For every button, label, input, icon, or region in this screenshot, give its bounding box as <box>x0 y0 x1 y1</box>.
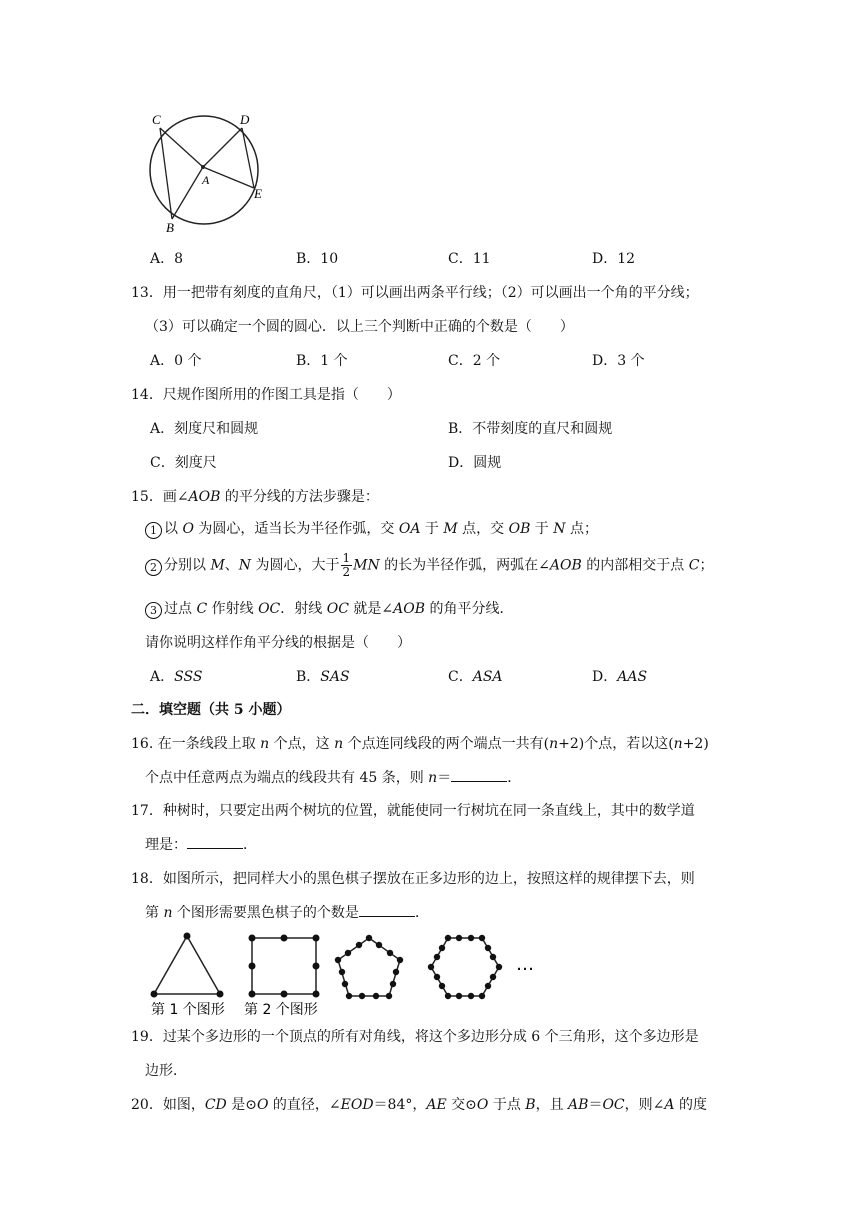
q13-stem-line1: 13．用一把带有刻度的直角尺，（1）可以画出两条平行线；（2）可以画出一个角的平分线； <box>131 285 699 301</box>
q19-line1: 19．过某个多边形的一个顶点的所有对角线，将这个多边形分成 6 个三角形，这个多边形是 <box>131 1029 699 1045</box>
q15-question: 请你说明这样作角平分线的根据是（ ） <box>145 635 411 651</box>
segment-AE <box>203 167 254 188</box>
q15-option-d[interactable]: D．AAS <box>592 669 648 685</box>
q14-option-a[interactable]: A．刻度尺和圆规 <box>150 421 259 437</box>
q12-option-a[interactable]: A．8 <box>150 251 184 267</box>
q14-option-b[interactable]: B．不带刻度的直尺和圆规 <box>448 421 613 437</box>
q15-step-3: 3 过点 C 作射线 OC．射线 OC 就是∠AOB 的角平分线． <box>145 598 513 619</box>
segment-AB <box>172 167 203 219</box>
label-C: C <box>152 112 161 127</box>
q15-option-b[interactable]: B．SAS <box>296 669 350 685</box>
q17-line1: 17．种树时，只要定出两个树坑的位置，就能使同一行树坑在同一条直线上，其中的数学道 <box>131 803 695 819</box>
step-number-3: 3 <box>145 602 162 619</box>
q18-polygon-figure <box>148 928 538 1018</box>
pentagon-shape <box>338 938 400 996</box>
label-E: E <box>254 186 262 201</box>
q18-line2: 第 n 个图形需要黑色棋子的个数是 ． <box>145 905 429 921</box>
circle-outline <box>150 116 258 224</box>
triangle-shape <box>154 936 220 994</box>
q15-stem: 15．画∠AOB 的平分线的方法步骤是： <box>131 489 379 505</box>
triangle-vertex <box>184 933 191 940</box>
q18-answer-blank[interactable] <box>359 904 415 917</box>
square-pieces <box>249 935 320 998</box>
q12-option-d[interactable]: D．12 <box>592 251 636 267</box>
q14-option-d[interactable]: D．圆规 <box>448 455 502 471</box>
triangle-vertex <box>217 991 224 998</box>
q16-line1: 16. 在一条线段上取 n 个点，这 n 个点连同线段的两个端点一共有(n+2)个点，若以这(n+2) <box>131 736 709 752</box>
q13-option-b[interactable]: B．1 个 <box>296 353 348 369</box>
q15-option-c[interactable]: C．ASA <box>448 669 503 685</box>
segment-CB <box>160 128 172 219</box>
q19-line2: 边形． <box>145 1063 187 1079</box>
pentagon-pieces <box>335 935 403 999</box>
triangle-vertex <box>151 991 158 998</box>
q16-answer-blank[interactable] <box>451 769 507 782</box>
segment-AD <box>203 128 242 167</box>
q15-option-a[interactable]: A．SSS <box>150 669 203 685</box>
q13-stem-line2: （3）可以确定一个圆的圆心．以上三个判断中正确的个数是（ ） <box>145 319 574 335</box>
square-shape <box>252 938 316 994</box>
q18-line1: 18．如图所示，把同样大小的黑色棋子摆放在正多边形的边上，按照这样的规律摆下去，则 <box>131 871 695 887</box>
section-heading-fill-in: 二．填空题（共 5 小题） <box>131 702 291 718</box>
q16-line2: 个点中任意两点为端点的线段共有 45 条，则 n＝ ． <box>145 770 522 786</box>
q12-circle-figure <box>140 104 270 236</box>
label-A: A <box>202 173 210 187</box>
q12-option-c[interactable]: C．11 <box>448 251 491 267</box>
q13-option-a[interactable]: A．0 个 <box>150 353 202 369</box>
figure-1-label: 第 1 个图形 <box>151 1002 225 1018</box>
segment-DE <box>242 128 254 188</box>
segment-CA <box>160 128 203 167</box>
label-B: B <box>166 220 174 235</box>
ellipsis-mark: … <box>516 954 534 975</box>
q14-option-c[interactable]: C．刻度尺 <box>150 455 217 471</box>
step-number-2: 2 <box>145 559 162 576</box>
q20-line1: 20．如图，CD 是⊙O 的直径，∠EOD＝84°，AE 交⊙O 于点 B，且 AB＝OC，则∠A 的度 <box>131 1097 707 1113</box>
q17-line2: 理是： ． <box>145 837 257 853</box>
q17-answer-blank[interactable] <box>187 836 243 849</box>
label-D: D <box>240 112 250 127</box>
figure-2-label: 第 2 个图形 <box>244 1002 318 1018</box>
step-number-1: 1 <box>145 522 162 539</box>
hexagon-pieces <box>428 935 502 999</box>
q12-option-b[interactable]: B．10 <box>296 251 339 267</box>
q14-stem: 14．尺规作图所用的作图工具是指（ ） <box>131 387 401 403</box>
q15-step-2: 2 分别以 M、N 为圆心，大于 $\frac{1}{2}$ MN 的长为半径作弧，两弧在∠AOB 的内部相交于点 C； <box>145 552 713 579</box>
q15-step-1: 1 以 O 为圆心，适当长为半径作弧，交 OA 于 M 点，交 OB 于 N 点； <box>145 518 598 539</box>
q13-option-d[interactable]: D．3 个 <box>592 353 645 369</box>
q13-option-c[interactable]: C．2 个 <box>448 353 501 369</box>
one-half-fraction: $\frac{1}{2}$ <box>342 551 351 579</box>
point-A <box>201 165 205 169</box>
